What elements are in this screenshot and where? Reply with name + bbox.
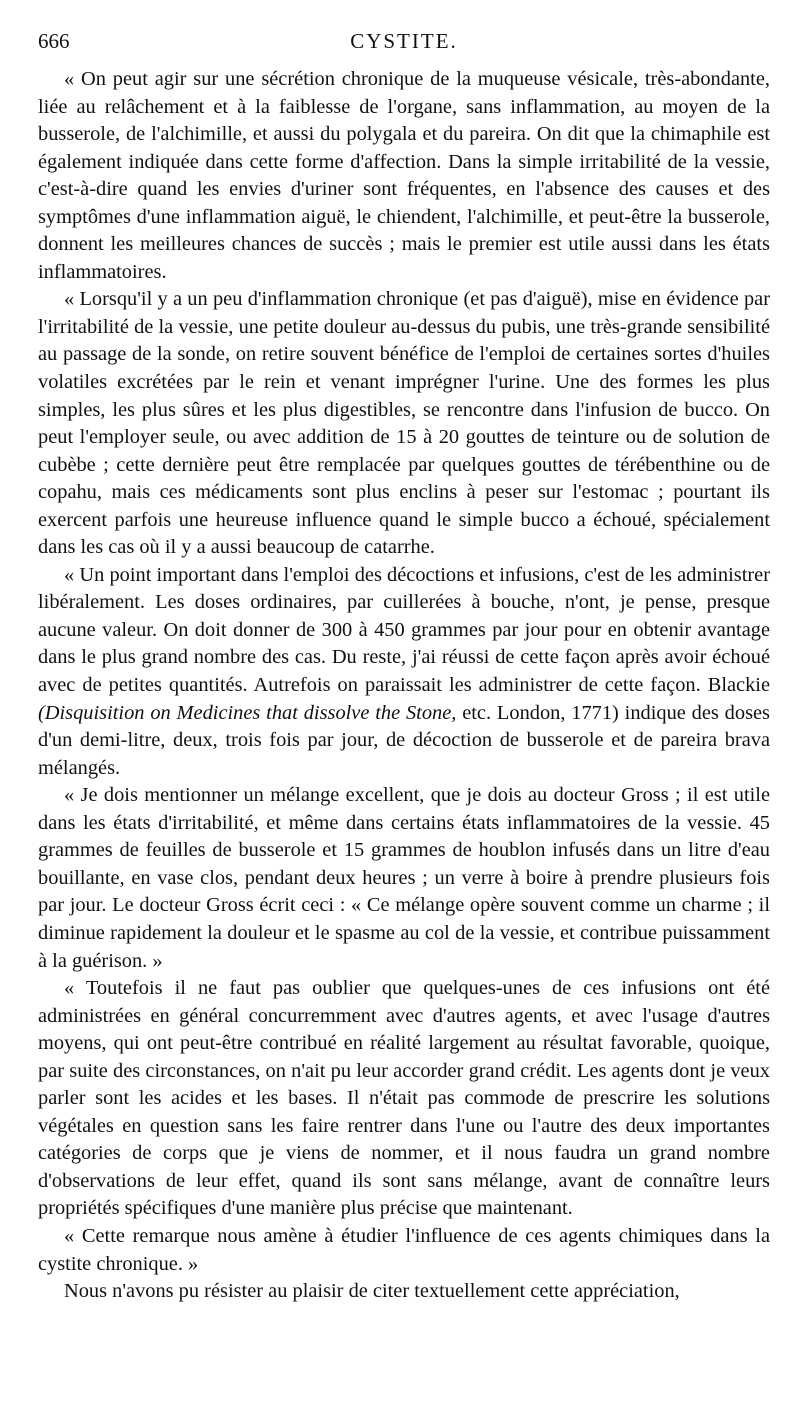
page-number: 666 (38, 29, 70, 53)
paragraph-4: « Je dois mentionner un mélange excellent, que je dois au docteur Gross ; il est utile dans les états d'irritabilité, et même dans certains états inflammatoires de la vessie. 45 grammes de feuilles de busserole et 15 grammes de houblon infusés dans un litre d'eau bouillante, en vase clos, pendant deux heures ; un verre à boire à prendre plusieurs fois par jour. Le docteur Gross écrit ceci : « Ce mélange opère souvent comme un charme ; il diminue rapidement la douleur et le spasme au col de la vessie, et contribue puissamment à la guérison. » (38, 784, 770, 972)
book-title-citation: (Disquisition on Medicines that dissolve the Stone, (38, 701, 457, 724)
page-header (38, 26, 770, 56)
paragraph-2: « Lorsqu'il y a un peu d'inflammation chronique (et pas d'aiguë), mise en évidence par l'irritabilité de la vessie, une petite douleur au-dessus du pubis, une très-grande sensibilité au passage de la sonde, on retire souvent bénéfice de l'emploi de certaines sortes d'huiles volatiles excrétées par le rein et venant imprégner l'urine. Une des formes les plus simples, les plus sûres et les plus digestibles, se rencontre dans l'infusion de bucco. On peut l'employer seule, ou avec addition de 15 à 20 gouttes de teinture ou de solution de cubèbe ; cette dernière peut être remplacée par quelques gouttes de térébenthine ou de copahu, mais ces médicaments sont plus enclins à peser sur l'estomac ; pourtant ils exercent parfois une heureuse influence quand le simple bucco a échoué, spécialement dans les cas où il y a aussi beaucoup de catarrhe. (38, 288, 770, 559)
body-text (38, 66, 770, 1306)
paragraph-3-text-after: etc. London, 1771) indique des doses d'un demi-litre, deux, trois fois par jour, de décoction de busserole et de pareira brava mélangés. (38, 701, 770, 779)
paragraph-1: « On peut agir sur une sécrétion chronique de la muqueuse vésicale, très-abondante, liée au relâchement et à la faiblesse de l'organe, sans inflammation, au moyen de la busserole, de l'alchimille, et aussi du polygala et du pareira. On dit que la chimaphile est également indiquée dans cette forme d'affection. Dans la simple irritabilité de la vessie, c'est-à-dire quand les envies d'uriner sont fréquentes, en l'absence des causes et des symptômes d'une inflammation aiguë, le chiendent, l'alchimille, et peut-être la busserole, donnent les meilleures chances de succès ; mais le premier est utile aussi dans les états inflammatoires. (38, 68, 770, 283)
running-title: CYSTITE. (350, 29, 458, 53)
document-page (38, 26, 770, 1306)
paragraph-3 (38, 562, 770, 782)
paragraph-7: Nous n'avons pu résister au plaisir de citer textuellement cette appréciation, (64, 1280, 680, 1303)
paragraph-5: « Toutefois il ne faut pas oublier que quelques-unes de ces infusions ont été administrées en général concurremment avec d'autres agents, et avec l'usage d'autres moyens, qui ont peut-être contribué en réalité largement au résultat favorable, quoique, par suite des circonstances, on n'ait pu leur accorder grand crédit. Les agents dont je veux parler sont les acides et les bases. Il n'était pas commode de prescrire les solutions végétales en question sans les faire rentrer dans l'une ou l'autre des deux importantes catégories de corps que je viens de nommer, et il nous faudra un grand nombre d'observations de leur effet, quand ils sont sans mélange, avant de connaître leurs propriétés spécifiques d'une manière plus précise que maintenant. (38, 977, 770, 1220)
paragraph-3-text-before: « Un point important dans l'emploi des décoctions et infusions, c'est de les administrer libéralement. Les doses ordinaires, par cuillerées à bouche, n'ont, je pense, presque aucune valeur. On doit donner de 300 à 450 grammes par jour pour en obtenir avantage dans le plus grand nombre des cas. Du reste, j'ai réussi de cette façon après avoir échoué avec de petites quantités. Autrefois on paraissait les administrer de cette façon. Blackie (38, 563, 770, 697)
paragraph-6: « Cette remarque nous amène à étudier l'influence de ces agents chimiques dans la cystite chronique. » (38, 1224, 770, 1275)
